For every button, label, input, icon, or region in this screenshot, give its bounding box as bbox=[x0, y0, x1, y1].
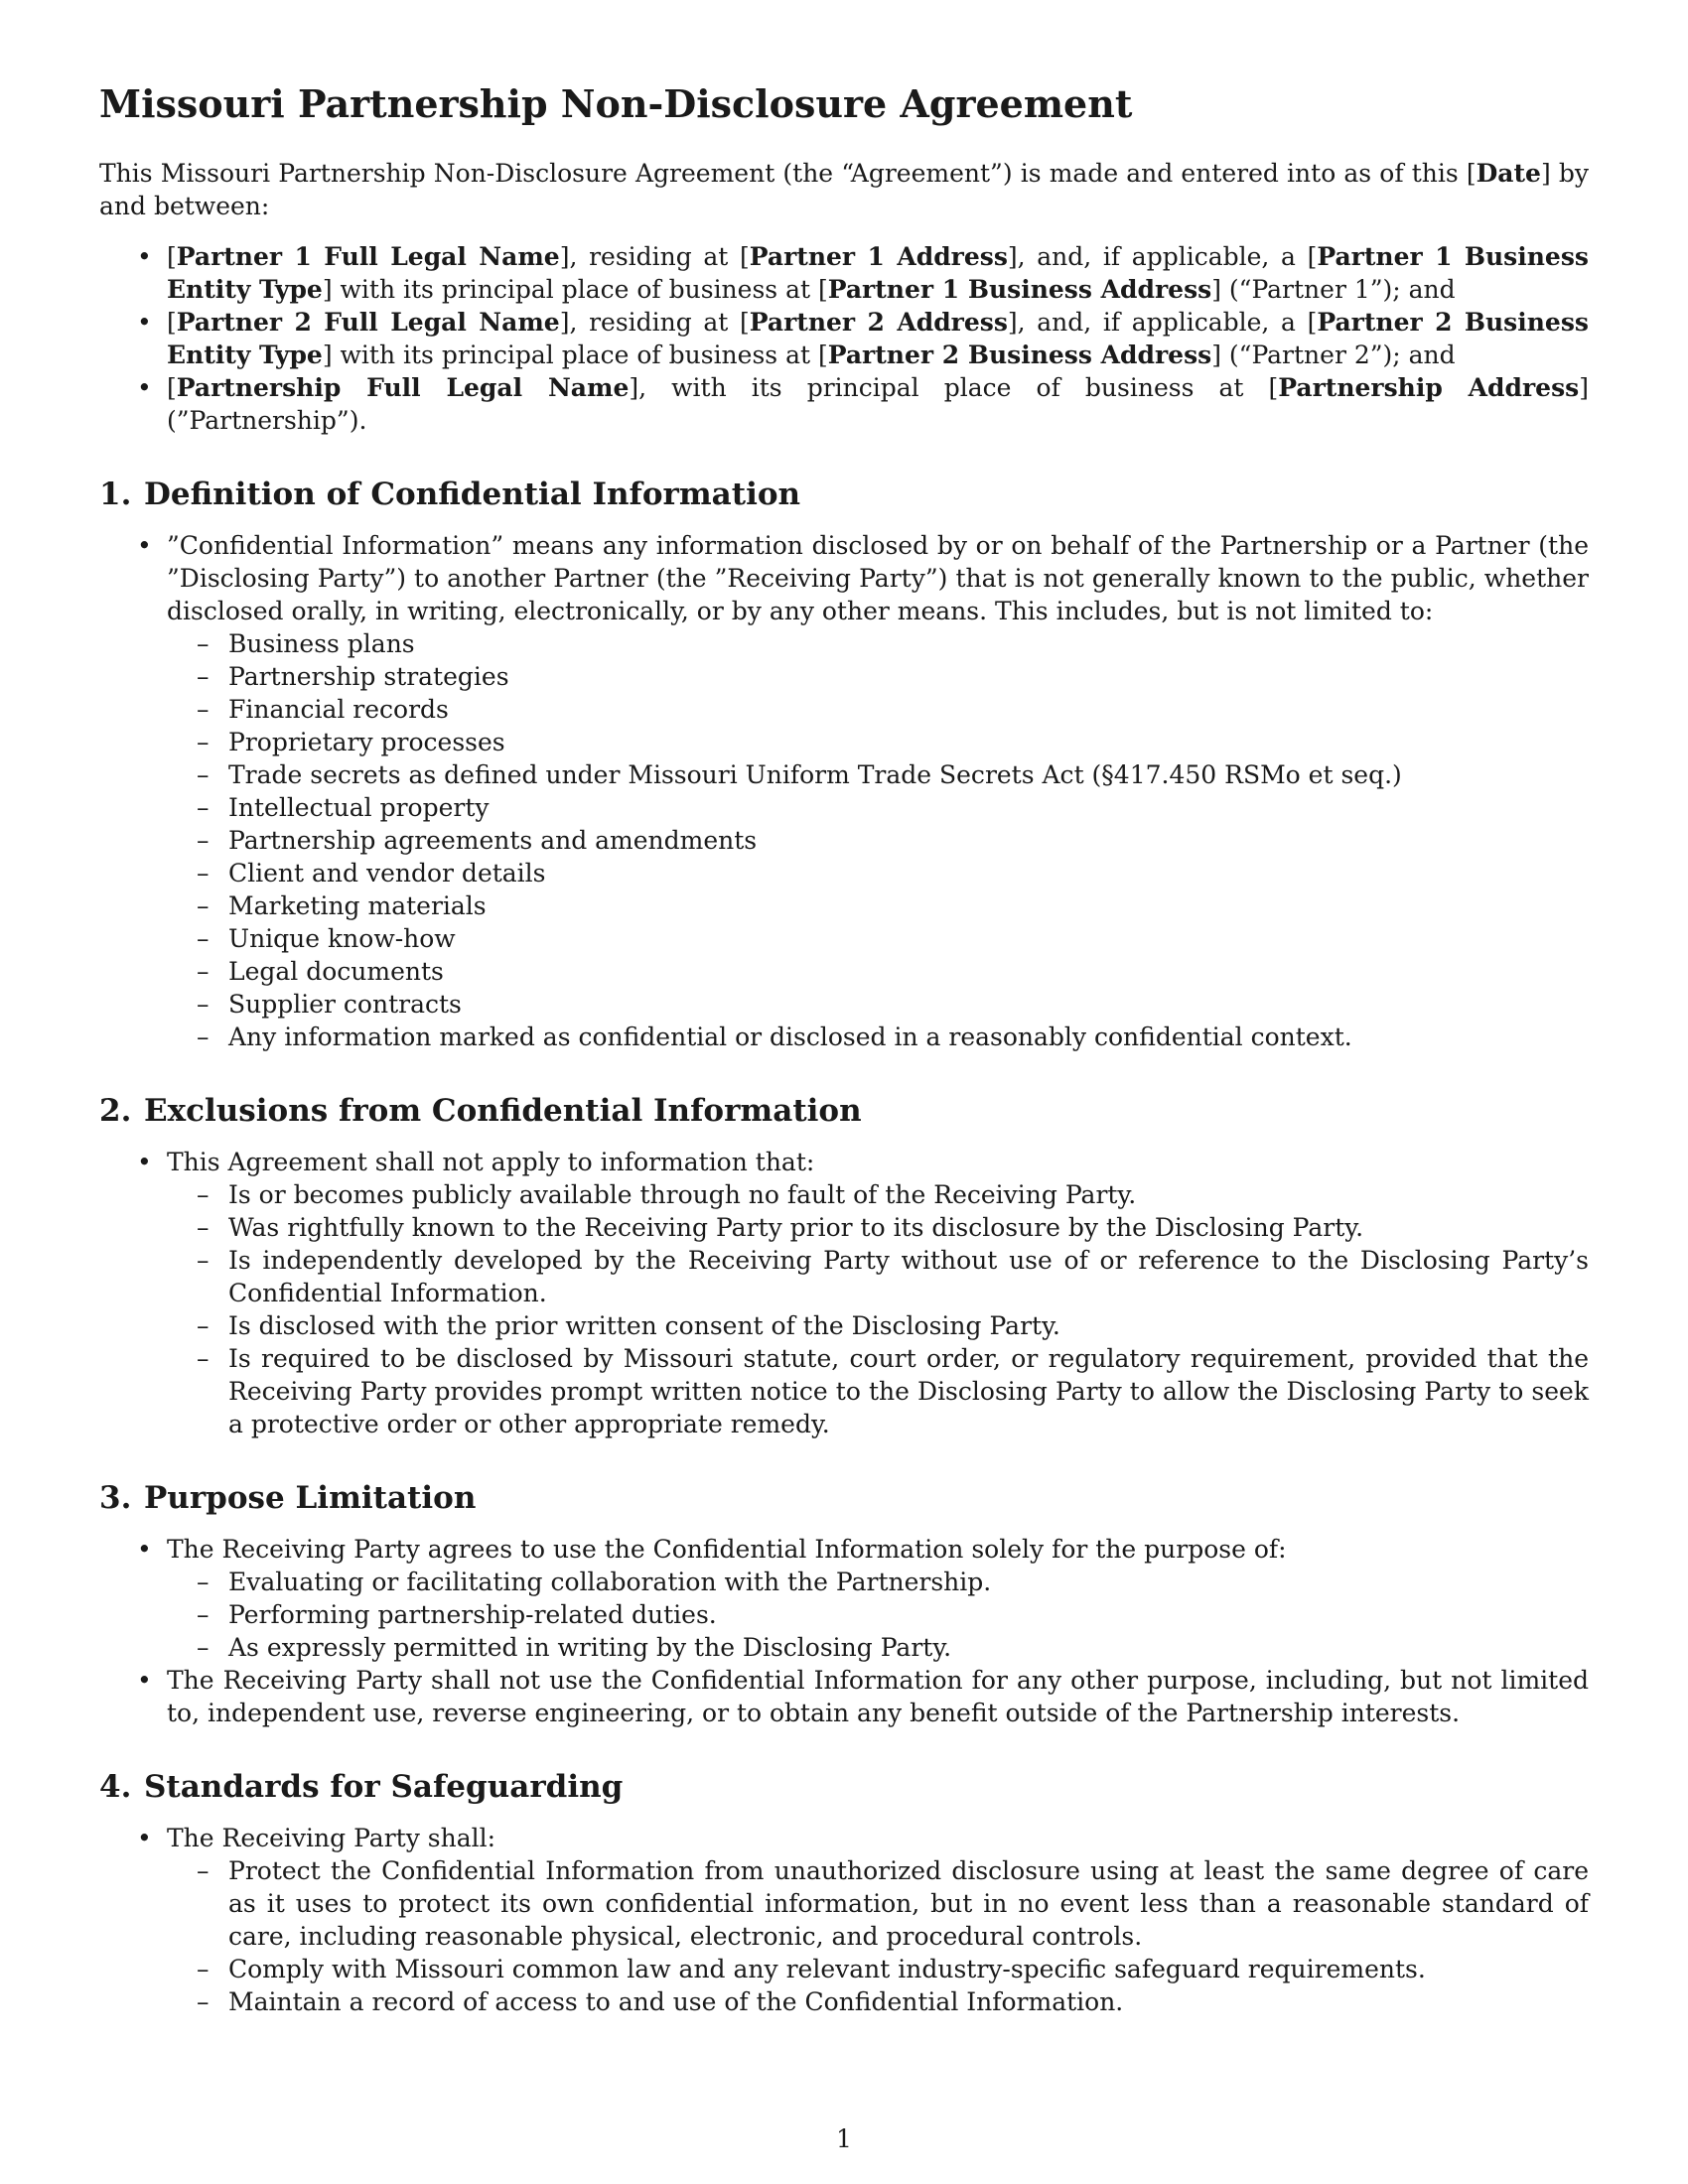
sub-list-text: Maintain a record of access to and use of the Confidential Information. bbox=[228, 1987, 1124, 2017]
intro-paragraph: This Missouri Partnership Non-Disclosure Agreement (the “Agreement”) is made and entered into as of this [Date] by and between: bbox=[99, 158, 1589, 220]
document-page bbox=[99, 81, 1589, 2018]
dash-icon: – bbox=[197, 1179, 210, 1209]
dash-icon: – bbox=[197, 1310, 210, 1340]
bullet-icon: • bbox=[137, 307, 152, 337]
sub-list-item bbox=[167, 889, 1589, 922]
section-bullet-list bbox=[99, 1822, 1589, 2018]
sub-list-item bbox=[167, 693, 1589, 726]
dash-icon: – bbox=[197, 923, 210, 953]
sub-list-item bbox=[167, 1211, 1589, 1244]
bullet-text: The Receiving Party agrees to use the Confidential Information solely for the purpose of: bbox=[167, 1535, 1287, 1565]
dash-icon: – bbox=[197, 1633, 210, 1663]
dash-icon: – bbox=[197, 1212, 210, 1242]
section-bullet-list bbox=[99, 1533, 1589, 1729]
sub-list-text: Financial records bbox=[228, 694, 449, 724]
dash-icon: – bbox=[197, 890, 210, 920]
sub-list-text: Marketing materials bbox=[228, 890, 487, 920]
dash-icon: – bbox=[197, 1022, 210, 1051]
dash-icon: – bbox=[197, 628, 210, 658]
sub-list bbox=[167, 1566, 1589, 1664]
sections-container bbox=[99, 477, 1589, 2019]
sub-list-text: Was rightfully known to the Receiving Party prior to its disclosure by the Disclosing Party. bbox=[228, 1212, 1364, 1242]
bullet-text: The Receiving Party shall not use the Confidential Information for any other purpose, including, but not limited to, independent use, reverse engineering, or to obtain any benefit outside of the Partnership interests. bbox=[167, 1666, 1589, 1728]
sub-list-item bbox=[167, 1342, 1589, 1440]
page-number: 1 bbox=[836, 2124, 852, 2153]
sub-list-text: Business plans bbox=[228, 628, 415, 658]
dash-icon: – bbox=[197, 727, 210, 756]
sub-list-text: Any information marked as confidential or disclosed in a reasonably confidential context. bbox=[228, 1022, 1352, 1051]
sub-list-text: Client and vendor details bbox=[228, 858, 546, 887]
sub-list-item bbox=[167, 1244, 1589, 1309]
sub-list-text: Supplier contracts bbox=[228, 989, 462, 1019]
section-number: 2. bbox=[99, 1092, 132, 1129]
section-title: Purpose Limitation bbox=[144, 1479, 477, 1516]
bullet-icon: • bbox=[137, 1666, 152, 1696]
sub-list-text: Evaluating or facilitating collaboration with the Partnership. bbox=[228, 1568, 992, 1597]
sub-list-item bbox=[167, 1854, 1589, 1953]
dash-icon: – bbox=[197, 759, 210, 789]
section-title: Definition of Confidential Information bbox=[144, 476, 801, 512]
bullet-icon: • bbox=[137, 1824, 152, 1853]
sub-list-text: Is required to be disclosed by Missouri statute, court order, or regulatory requirement, provided that the Receiving Party provides prompt written notice to the Disclosing Party to allow the Disclosing Party to seek a protective order or other appropriate remedy. bbox=[228, 1343, 1589, 1438]
sub-list-text: As expressly permitted in writing by the Disclosing Party. bbox=[228, 1633, 952, 1663]
dash-icon: – bbox=[197, 792, 210, 822]
sub-list-item bbox=[167, 988, 1589, 1021]
sub-list-item bbox=[167, 1178, 1589, 1211]
sub-list-text: Partnership agreements and amendments bbox=[228, 825, 758, 855]
sub-list-text: Is disclosed with the prior written consent of the Disclosing Party. bbox=[228, 1310, 1060, 1340]
party-item-partner-1: • [Partner 1 Full Legal Name], residing at [Partner 1 Address], and, if applicable, a [Partner 1 Business Entity Type] with its principal place of business at [Partner 1 Business Address] (“Partner 1”); and bbox=[137, 241, 1589, 304]
sub-list-text: Comply with Missouri common law and any relevant industry-specific safeguard requirements. bbox=[228, 1955, 1426, 1984]
dash-icon: – bbox=[197, 1856, 210, 1886]
sub-list bbox=[167, 1178, 1589, 1440]
sub-list-text: Protect the Confidential Information from unauthorized disclosure using at least the same degree of care as it uses to protect its own confidential information, but in no event less than a reasonable standard of care, including reasonable physical, electronic, and procedural controls. bbox=[228, 1856, 1589, 1952]
section-heading bbox=[99, 1093, 1589, 1130]
sub-list-text: Proprietary processes bbox=[228, 727, 505, 756]
sub-list-text: Is or becomes publicly available through no fault of the Receiving Party. bbox=[228, 1179, 1137, 1209]
dash-icon: – bbox=[197, 1343, 210, 1373]
sub-list-item bbox=[167, 1021, 1589, 1053]
section-bullet-list bbox=[99, 1146, 1589, 1440]
sub-list-item bbox=[167, 627, 1589, 660]
bullet-item bbox=[99, 529, 1589, 1053]
section-heading bbox=[99, 1769, 1589, 1806]
sub-list-item bbox=[167, 922, 1589, 955]
bullet-text: This Agreement shall not apply to information that: bbox=[167, 1147, 815, 1176]
dash-icon: – bbox=[197, 1600, 210, 1630]
dash-icon: – bbox=[197, 694, 210, 724]
bullet-item bbox=[99, 1533, 1589, 1664]
party-item-partner-2: • [Partner 2 Full Legal Name], residing at [Partner 2 Address], and, if applicable, a [Partner 2 Business Entity Type] with its principal place of business at [Partner 2 Business Address] (“Partner 2”); and bbox=[137, 307, 1589, 369]
section-heading bbox=[99, 1480, 1589, 1517]
dash-icon: – bbox=[197, 1245, 210, 1275]
sub-list-item bbox=[167, 1631, 1589, 1664]
sub-list-text: Intellectual property bbox=[228, 792, 490, 822]
section-heading bbox=[99, 477, 1589, 513]
bullet-item bbox=[99, 1146, 1589, 1440]
bullet-item bbox=[99, 1822, 1589, 2018]
section-title: Exclusions from Confidential Information bbox=[144, 1092, 862, 1129]
dash-icon: – bbox=[197, 858, 210, 887]
dash-icon: – bbox=[197, 989, 210, 1019]
sub-list-item bbox=[167, 1953, 1589, 1985]
document-title: Missouri Partnership Non-Disclosure Agreement bbox=[99, 81, 1133, 126]
dash-icon: – bbox=[197, 661, 210, 691]
sub-list-item bbox=[167, 1598, 1589, 1631]
sub-list-item bbox=[167, 1566, 1589, 1598]
section-bullet-list bbox=[99, 529, 1589, 1053]
dash-icon: – bbox=[197, 956, 210, 986]
sub-list-item bbox=[167, 726, 1589, 758]
sub-list-item bbox=[167, 791, 1589, 824]
sub-list-item bbox=[167, 1309, 1589, 1342]
dash-icon: – bbox=[197, 1955, 210, 1984]
section-title: Standards for Safeguarding bbox=[144, 1769, 624, 1806]
sub-list-item bbox=[167, 857, 1589, 889]
parties-list bbox=[99, 240, 1589, 437]
sub-list-item bbox=[167, 1985, 1589, 2018]
sub-list-item bbox=[167, 660, 1589, 693]
sub-list-text: Partnership strategies bbox=[228, 661, 509, 691]
party-item-partnership: • [Partnership Full Legal Name], with its principal place of business at [Partnership Address] (”Partnership”). bbox=[137, 372, 1589, 435]
bullet-icon: • bbox=[137, 1535, 152, 1565]
dash-icon: – bbox=[197, 1987, 210, 2017]
bullet-text: The Receiving Party shall: bbox=[167, 1824, 496, 1853]
bullet-icon: • bbox=[137, 241, 152, 271]
section-number: 1. bbox=[99, 476, 132, 512]
bullet-item bbox=[99, 1664, 1589, 1729]
sub-list-item bbox=[167, 758, 1589, 791]
sub-list bbox=[167, 1854, 1589, 2018]
sub-list-text: Trade secrets as defined under Missouri Uniform Trade Secrets Act (§417.450 RSMo et seq.) bbox=[228, 759, 1402, 789]
sub-list-text: Is independently developed by the Receiving Party without use of or reference to the Disclosing Party’s Confidential Information. bbox=[228, 1245, 1589, 1307]
dash-icon: – bbox=[197, 825, 210, 855]
section-number: 4. bbox=[99, 1769, 132, 1806]
bullet-icon: • bbox=[137, 530, 152, 560]
sub-list-text: Legal documents bbox=[228, 956, 444, 986]
sub-list bbox=[167, 627, 1589, 1053]
sub-list-text: Unique know-how bbox=[228, 923, 456, 953]
bullet-text: ”Confidential Information” means any information disclosed by or on behalf of the Partnership or a Partner (the ”Disclosing Party”) to another Partner (the ”Receiving Party”) that is not generally known to the public, whether disclosed orally, in writing, electronically, or by any other means. This includes, but is not limited to: bbox=[167, 530, 1589, 625]
bullet-icon: • bbox=[137, 372, 152, 402]
dash-icon: – bbox=[197, 1568, 210, 1597]
section-number: 3. bbox=[99, 1479, 132, 1516]
sub-list-text: Performing partnership-related duties. bbox=[228, 1600, 717, 1630]
sub-list-item bbox=[167, 824, 1589, 857]
date-placeholder: Date bbox=[1476, 158, 1541, 188]
sub-list-item bbox=[167, 955, 1589, 988]
bullet-icon: • bbox=[137, 1147, 152, 1176]
